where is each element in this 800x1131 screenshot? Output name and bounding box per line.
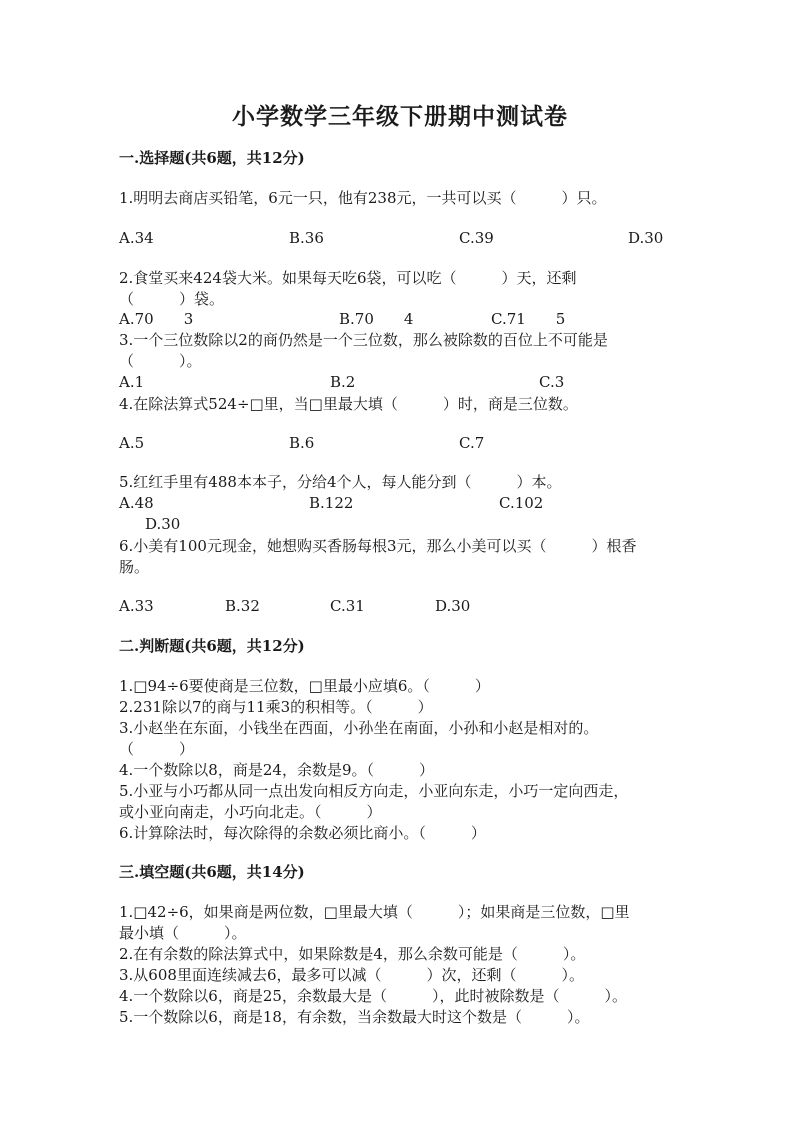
judgment-item: 6.计算除法时，每次除得的余数必须比商小。（ ） [119,824,486,842]
option-b: B.32 [225,597,260,615]
question-text: 4.在除法算式524÷□里，当□里最大填（ ）时，商是三位数。 [119,395,578,413]
option-d: D.30 [435,597,471,615]
fill-item: 5.一个数除以6，商是18，有余数，当余数最大时这个数是（ ）。 [119,1008,590,1026]
option-a: A.5 [119,434,145,452]
option-c: C.3 [539,373,565,391]
section-heading-fill: 三.填空题(共6题，共14分) [119,863,305,881]
option-a: A.34 [119,229,154,247]
question-text: 1.明明去商店买铅笔，6元一只，他有238元，一共可以买（ ）只。 [119,189,607,207]
fill-item: 1.□42÷6，如果商是两位数，□里最大填（ ）；如果商是三位数，□里 [119,903,630,921]
fill-item: 4.一个数除以6，商是25，余数最大是（ ），此时被除数是（ ）。 [119,987,627,1005]
option-b: B.36 [289,229,324,247]
fill-item: 最小填（ ）。 [119,924,247,942]
question-text: 6.小美有100元现金，她想购买香肠每根3元，那么小美可以买（ ）根香 [119,537,637,555]
question-text: 5.红红手里有488本本子，分给4个人，每人能分到（ ）本。 [119,473,562,491]
option-c: C.71 5 [491,310,566,328]
question-text: 3.一个三位数除以2的商仍然是一个三位数，那么被除数的百位上不可能是 [119,331,608,349]
judgment-item: 4.一个数除以8，商是24，余数是9。（ ） [119,761,434,779]
question-text: （ ）袋。 [119,290,225,308]
option-d: D.30 [628,229,664,247]
question-text: （ ）。 [119,352,202,370]
judgment-item: （ ） [119,740,195,758]
option-a: A.1 [119,373,145,391]
option-c: C.31 [330,597,365,615]
option-a: A.70 3 [119,310,194,328]
option-b: B.70 4 [339,310,414,328]
judgment-item: 2.231除以7的商与11乘3的积相等。（ ） [119,698,433,716]
option-b: B.122 [309,494,354,512]
option-c: C.7 [459,434,485,452]
option-a: A.33 [119,597,154,615]
judgment-item: 1.□94÷6要使商是三位数，□里最小应填6。（ ） [119,677,490,695]
option-c: C.102 [499,494,544,512]
option-a: A.48 [119,494,154,512]
judgment-item: 5.小亚与小巧都从同一点出发向相反方向走，小亚向东走，小巧一定向西走， [119,782,629,800]
section-heading-choice: 一.选择题(共6题，共12分) [119,149,305,167]
fill-item: 3.从608里面连续减去6，最多可以减（ ）次，还剩（ ）。 [119,966,584,984]
option-d: D.30 [145,515,181,533]
question-text: 肠。 [119,558,150,576]
judgment-item: 或小亚向南走，小巧向北走。（ ） [119,803,382,821]
judgment-item: 3.小赵坐在东面，小钱坐在西面，小孙坐在南面，小孙和小赵是相对的。 [119,719,599,737]
option-c: C.39 [459,229,494,247]
section-heading-judgment: 二.判断题(共6题，共12分) [119,637,305,655]
fill-item: 2.在有余数的除法算式中，如果除数是4，那么余数可能是（ ）。 [119,945,586,963]
option-b: B.6 [289,434,315,452]
option-b: B.2 [330,373,356,391]
question-text: 2.食堂买来424袋大米。如果每天吃6袋，可以吃（ ）天，还剩 [119,269,577,287]
page-title: 小学数学三年级下册期中测试卷 [232,103,568,130]
